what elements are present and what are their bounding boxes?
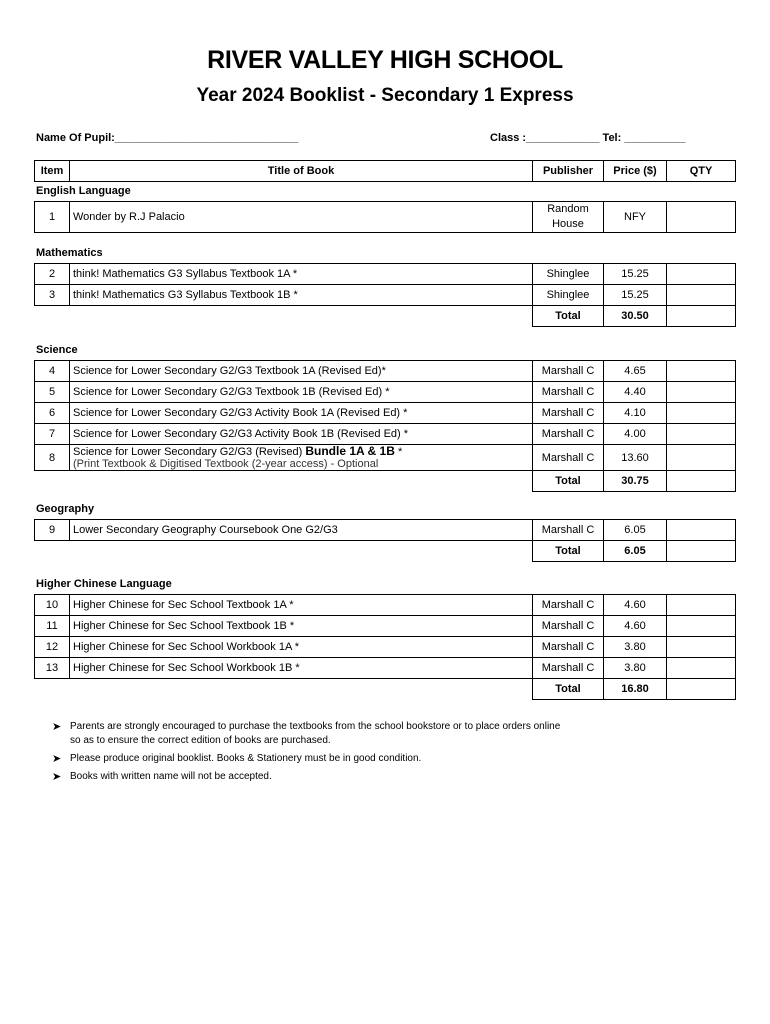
booklist-subtitle: Year 2024 Booklist - Secondary 1 Express — [196, 85, 574, 106]
qty-cell — [667, 445, 736, 471]
science-table — [34, 360, 736, 492]
section-mathematics: Mathematics — [36, 247, 103, 259]
table-row — [35, 658, 736, 679]
price: 15.25 — [604, 285, 667, 306]
table-row — [35, 361, 736, 382]
item-number: 13 — [35, 658, 70, 679]
section-higher-chinese: Higher Chinese Language — [36, 578, 172, 590]
table-row — [35, 616, 736, 637]
book-title: think! Mathematics G3 Syllabus Textbook 1B * — [70, 285, 533, 306]
book-title: Science for Lower Secondary G2/G3 Activity Book 1B (Revised Ed) * — [70, 424, 533, 445]
book-title: Science for Lower Secondary G2/G3 Textbook 1A (Revised Ed)* — [70, 361, 533, 382]
item-number: 6 — [35, 403, 70, 424]
price: NFY — [604, 202, 667, 233]
publisher: Marshall C — [533, 616, 604, 637]
table-row — [35, 520, 736, 541]
publisher: Marshall C — [533, 445, 604, 471]
publisher: Marshall C — [533, 361, 604, 382]
note-text: Please produce original booklist. Books & Stationery must be in good condition. — [70, 753, 422, 764]
total-label: Total — [533, 306, 604, 327]
total-label: Total — [533, 471, 604, 492]
arrow-bullet-icon: ➤ — [52, 753, 62, 765]
qty-cell — [667, 424, 736, 445]
total-row — [35, 471, 736, 492]
bundle-star: * — [394, 446, 403, 458]
bundle-label: Bundle 1A & 1B — [305, 444, 395, 458]
class-tel-field: Class :____________ Tel: __________ — [490, 132, 686, 144]
total-value: 6.05 — [604, 541, 667, 562]
book-title: Science for Lower Secondary G2/G3 Activity Book 1A (Revised Ed) * — [70, 403, 533, 424]
price: 4.10 — [604, 403, 667, 424]
notes-list — [52, 720, 572, 788]
table-row — [35, 403, 736, 424]
qty-cell — [667, 658, 736, 679]
table-row — [35, 424, 736, 445]
section-geography: Geography — [36, 503, 95, 515]
price: 13.60 — [604, 445, 667, 471]
qty-cell — [667, 285, 736, 306]
item-number: 8 — [35, 445, 70, 471]
total-value: 30.75 — [604, 471, 667, 492]
item-number: 2 — [35, 264, 70, 285]
price: 4.65 — [604, 361, 667, 382]
table-row — [35, 285, 736, 306]
publisher: Marshall C — [533, 637, 604, 658]
qty-cell — [667, 541, 736, 562]
table-row — [35, 264, 736, 285]
publisher: Marshall C — [533, 520, 604, 541]
note-item — [52, 752, 572, 766]
table-row — [35, 382, 736, 403]
column-title: Title of Book — [70, 161, 533, 182]
item-number: 4 — [35, 361, 70, 382]
table-row — [35, 202, 736, 233]
qty-cell — [667, 595, 736, 616]
book-title — [70, 445, 533, 471]
mathematics-table — [34, 263, 736, 327]
total-value: 16.80 — [604, 679, 667, 700]
price: 4.60 — [604, 616, 667, 637]
qty-cell — [667, 264, 736, 285]
item-number: 3 — [35, 285, 70, 306]
book-title: Higher Chinese for Sec School Textbook 1A * — [70, 595, 533, 616]
price: 3.80 — [604, 658, 667, 679]
school-name: RIVER VALLEY HIGH SCHOOL — [207, 46, 563, 74]
arrow-bullet-icon: ➤ — [52, 721, 62, 733]
item-number: 11 — [35, 616, 70, 637]
publisher: Shinglee — [533, 285, 604, 306]
price: 6.05 — [604, 520, 667, 541]
column-price: Price ($) — [604, 161, 667, 182]
total-label: Total — [533, 541, 604, 562]
qty-cell — [667, 679, 736, 700]
qty-cell — [667, 403, 736, 424]
book-title: think! Mathematics G3 Syllabus Textbook 1A * — [70, 264, 533, 285]
book-title: Lower Secondary Geography Coursebook One G2/G3 — [70, 520, 533, 541]
price: 4.00 — [604, 424, 667, 445]
column-publisher: Publisher — [533, 161, 604, 182]
total-row — [35, 306, 736, 327]
price: 15.25 — [604, 264, 667, 285]
item-number: 9 — [35, 520, 70, 541]
book-title: Higher Chinese for Sec School Workbook 1A * — [70, 637, 533, 658]
item-number: 7 — [35, 424, 70, 445]
publisher: Marshall C — [533, 382, 604, 403]
publisher: Marshall C — [533, 658, 604, 679]
book-title-prefix: Science for Lower Secondary G2/G3 (Revised) — [73, 446, 306, 458]
qty-cell — [667, 361, 736, 382]
column-item: Item — [35, 161, 70, 182]
total-row — [35, 541, 736, 562]
publisher: Marshall C — [533, 595, 604, 616]
geography-table — [34, 519, 736, 562]
item-number: 12 — [35, 637, 70, 658]
book-title: Higher Chinese for Sec School Workbook 1B * — [70, 658, 533, 679]
publisher: Marshall C — [533, 403, 604, 424]
qty-cell — [667, 637, 736, 658]
note-text: Books with written name will not be accepted. — [70, 771, 272, 782]
item-number: 10 — [35, 595, 70, 616]
qty-cell — [667, 471, 736, 492]
book-title: Higher Chinese for Sec School Textbook 1B * — [70, 616, 533, 637]
section-science: Science — [36, 344, 78, 356]
column-header-table — [34, 160, 736, 182]
higher-chinese-table — [34, 594, 736, 700]
publisher: Shinglee — [533, 264, 604, 285]
table-row — [35, 445, 736, 471]
qty-cell — [667, 616, 736, 637]
book-title: Wonder by R.J Palacio — [70, 202, 533, 233]
note-text: Parents are strongly encouraged to purchase the textbooks from the school bookstore or to place orders online so as to ensure the correct edition of books are purchased. — [70, 721, 561, 746]
column-header-row — [35, 161, 736, 182]
column-qty: QTY — [667, 161, 736, 182]
publisher: Marshall C — [533, 424, 604, 445]
price: 3.80 — [604, 637, 667, 658]
publisher: Random House — [533, 202, 604, 233]
book-title: Science for Lower Secondary G2/G3 Textbook 1B (Revised Ed) * — [70, 382, 533, 403]
english-table — [34, 201, 736, 233]
name-of-pupil-field: Name Of Pupil:______________________________ — [36, 132, 299, 144]
item-number: 5 — [35, 382, 70, 403]
qty-cell — [667, 306, 736, 327]
qty-cell — [667, 382, 736, 403]
price: 4.40 — [604, 382, 667, 403]
item-number: 1 — [35, 202, 70, 233]
total-label: Total — [533, 679, 604, 700]
total-value: 30.50 — [604, 306, 667, 327]
price: 4.60 — [604, 595, 667, 616]
table-row — [35, 637, 736, 658]
arrow-bullet-icon: ➤ — [52, 771, 62, 783]
note-item — [52, 720, 572, 748]
note-item — [52, 770, 572, 784]
table-row — [35, 595, 736, 616]
section-english: English Language — [36, 185, 131, 197]
bundle-note: (Print Textbook & Digitised Textbook (2-year access) - Optional — [73, 458, 379, 470]
qty-cell — [667, 520, 736, 541]
total-row — [35, 679, 736, 700]
qty-cell — [667, 202, 736, 233]
